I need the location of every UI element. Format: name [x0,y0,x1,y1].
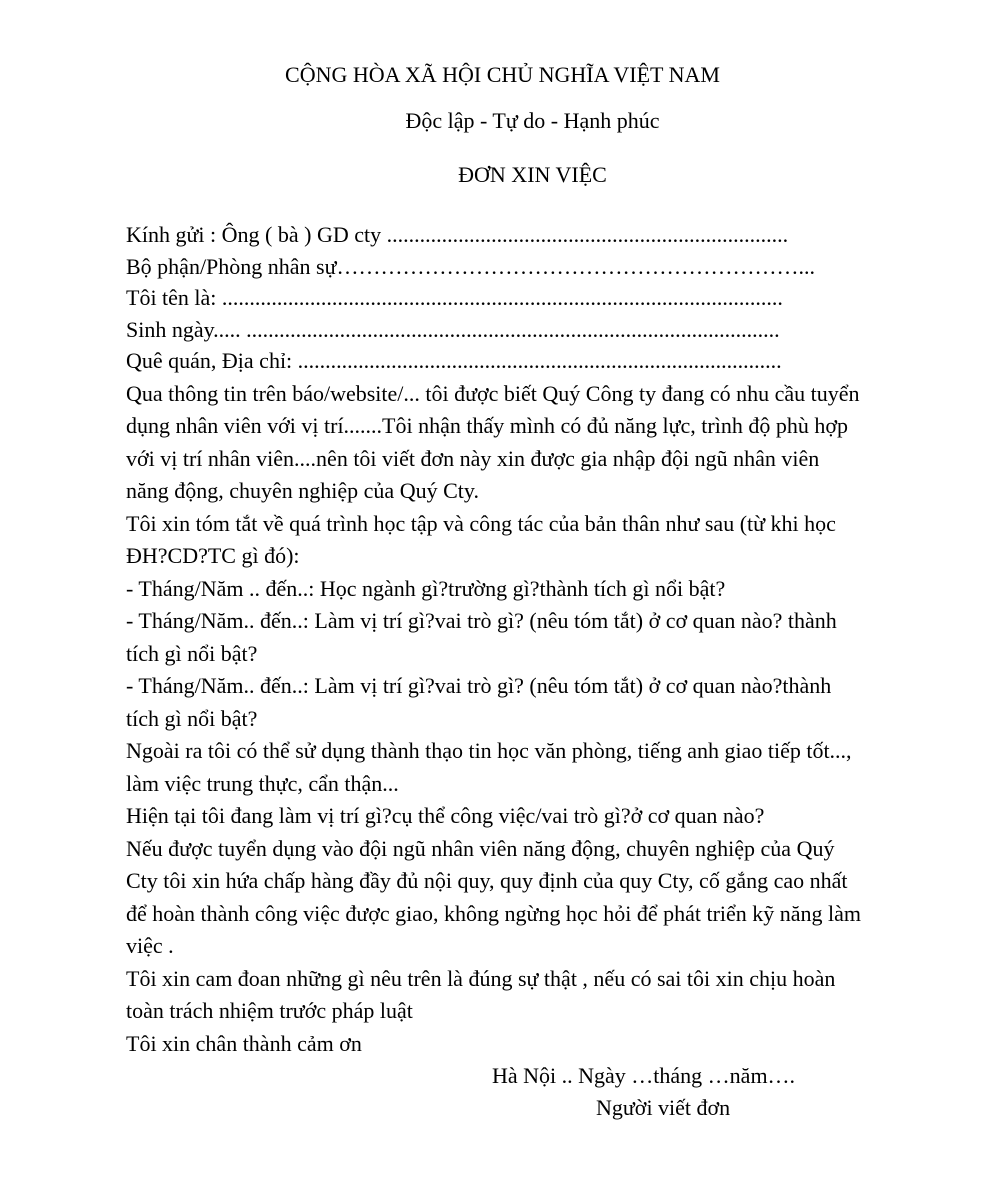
motto: Độc lập - Tự do - Hạnh phúc [405,108,660,133]
body-line: làm việc trung thực, cẩn thận... [126,771,399,796]
body-line: tích gì nổi bật? [126,706,258,731]
body-line: năng động, chuyên nghiệp của Quý Cty. [126,478,479,503]
body-line: Tôi xin cam đoan những gì nêu trên là đúng sự thật , nếu có sai tôi xin chịu hoàn [126,966,836,991]
country-header: CỘNG HÒA XÃ HỘI CHỦ NGHĨA VIỆT NAM [285,62,720,87]
body-line: Qua thông tin trên báo/website/... tôi được biết Quý Công ty đang có nhu cầu tuyển [126,381,860,406]
body-line: - Tháng/Năm.. đến..: Làm vị trí gì?vai trò gì? (nêu tóm tắt) ở cơ quan nào? thành [126,608,837,633]
recipient-field: Kính gửi : Ông ( bà ) GD cty ......................................................................... [126,222,789,247]
body-line: với vị trí nhân viên....nên tôi viết đơn này xin được gia nhập đội ngũ nhân viên [126,446,820,471]
body-line: việc . [126,933,174,958]
body-line: Hiện tại tôi đang làm vị trí gì?cụ thể công việc/vai trò gì?ở cơ quan nào? [126,803,765,828]
signer-label: Người viết đơn [596,1095,731,1120]
body-line: để hoàn thành công việc được giao, không ngừng học hỏi để phát triển kỹ năng làm [126,901,862,926]
body-line: toàn trách nhiệm trước pháp luật [126,998,413,1023]
birthdate-field: Sinh ngày..... ................................................................................................. [126,317,780,342]
place-date: Hà Nội .. Ngày …tháng …năm…. [492,1063,796,1088]
body-line: Cty tôi xin hứa chấp hàng đầy đủ nội quy, quy định của quy Cty, cố gắng cao nhất [126,868,848,893]
body-line: Tôi xin tóm tắt về quá trình học tập và công tác của bản thân như sau (từ khi học [126,511,836,536]
body-line: tích gì nổi bật? [126,641,258,666]
department-field: Bộ phận/Phòng nhân sự………………………………………………………... [126,254,816,279]
name-field: Tôi tên là: ...................................................................................................... [126,285,783,310]
body-line: Ngoài ra tôi có thể sử dụng thành thạo tin học văn phòng, tiếng anh giao tiếp tốt..., [126,738,852,763]
body-line: - Tháng/Năm.. đến..: Làm vị trí gì?vai trò gì? (nêu tóm tắt) ở cơ quan nào?thành [126,673,832,698]
body-line: - Tháng/Năm .. đến..: Học ngành gì?trường gì?thành tích gì nổi bật? [126,576,726,601]
body-line: Nếu được tuyển dụng vào đội ngũ nhân viên năng động, chuyên nghiệp của Quý [126,836,835,861]
body-line: ĐH?CD?TC gì đó): [126,543,300,568]
address-field: Quê quán, Địa chỉ: ........................................................................................ [126,348,782,373]
document-title: ĐƠN XIN VIỆC [458,162,607,187]
body-line: dụng nhân viên với vị trí.......Tôi nhận thấy mình có đủ năng lực, trình độ phù hợp [126,413,848,438]
body-line: Tôi xin chân thành cảm ơn [126,1031,362,1056]
